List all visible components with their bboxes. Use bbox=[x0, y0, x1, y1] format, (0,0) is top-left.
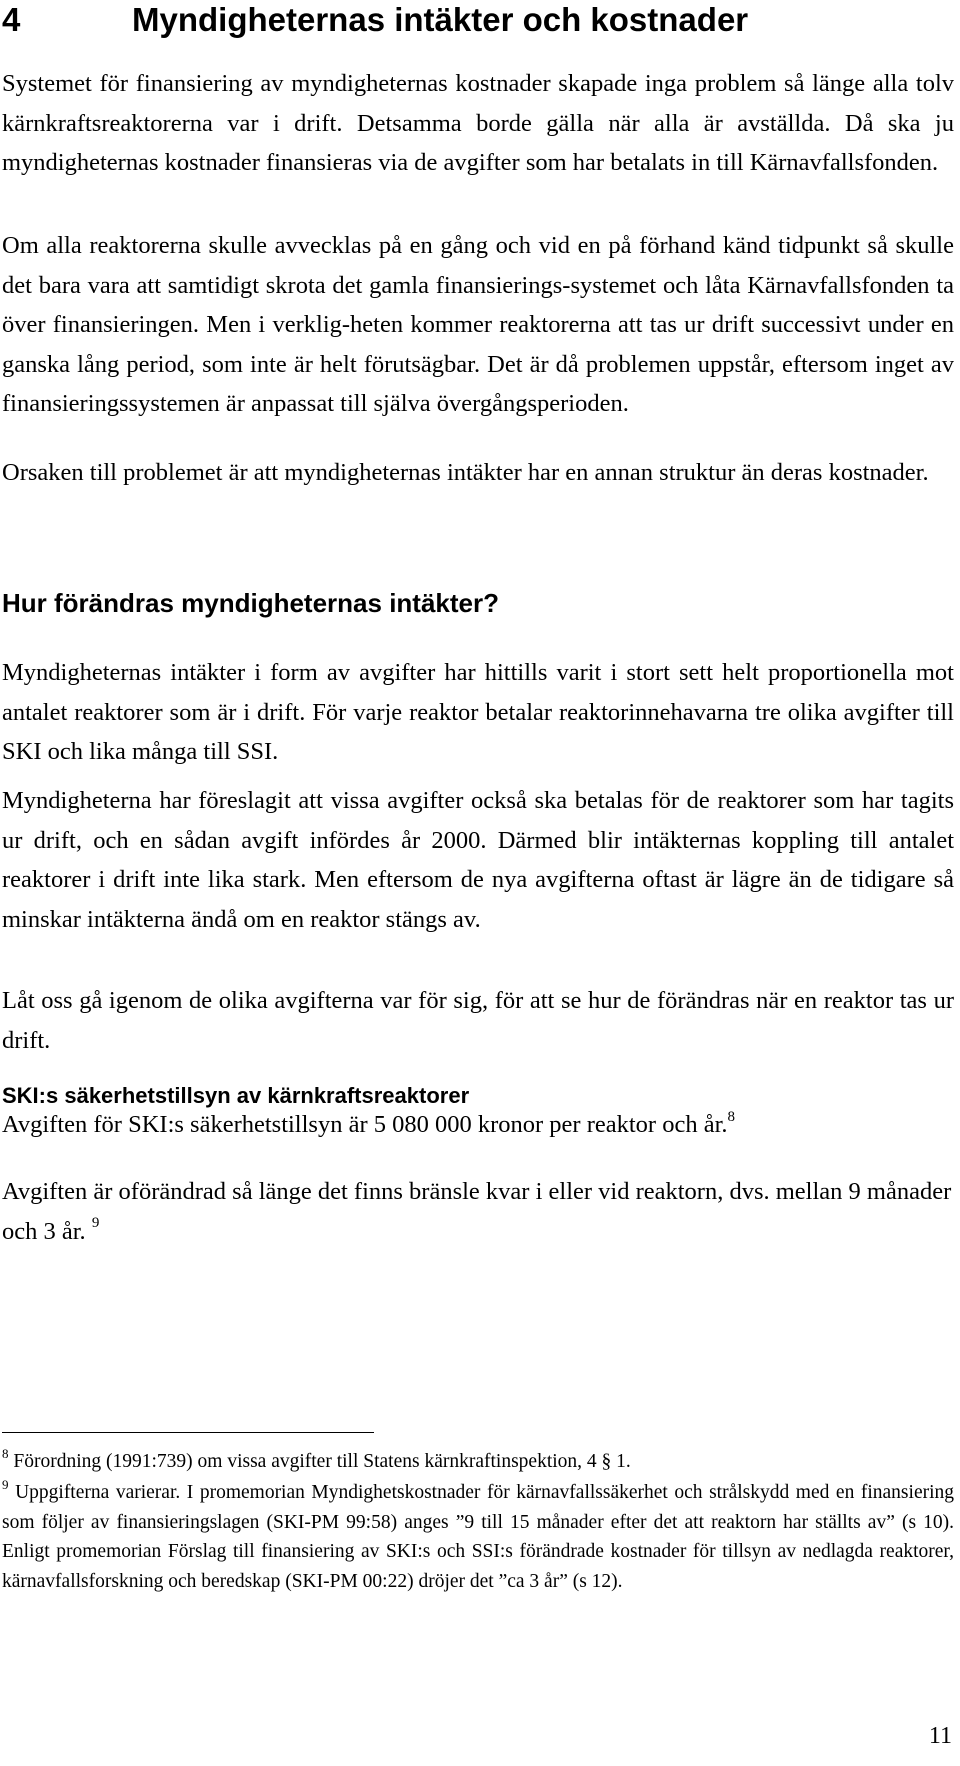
footnote-9-text: Uppgifterna varierar. I promemorian Myndighetskostnader för kärnavfallssäkerhet och strålskydd med en finansiering som följer av finansieringslagen (SKI-PM 99:58) anges ”9 till 15 månader efter det att reaktorn har ställts av” (s 10). Enligt promemorian Förslag till finansiering av SKI:s och SSI:s förändrade kostnader för tillsyn av nedlagda reaktorer, kärnavfallsforskning och beredskap (SKI-PM 00:22) dröjer det ”ca 3 år” (s 12). bbox=[2, 1482, 955, 1592]
paragraph-1: Systemet för finansiering av myndigheternas kostnader skapade inga problem så länge alla tolv kärnkraftsreaktorerna var i drift. Detsamma borde gälla när alla är avställda. Då ska ju myndigheternas kostnader finansieras via de avgifter som har betalats in till Kärnavfallsfonden. bbox=[2, 70, 954, 176]
paragraph-2: Om alla reaktorerna skulle avvecklas på en gång och vid en på förhand känd tidpunkt så skulle det bara vara att samtidigt skrota det gamla finansierings-systemet och låta Kärnavfallsfonden ta över finansieringen. Men i verklig-heten kommer reaktorerna att tas ur drift successivt under en ganska lång period, som inte är helt förutsägbar. Det är då problemen uppstår, eftersom inget av finansieringssystemen är anpassat till själva övergångsperioden. bbox=[2, 232, 954, 417]
footnote-9 bbox=[2, 1478, 954, 1596]
paragraph-8 bbox=[2, 1172, 954, 1251]
page-number: 11 bbox=[928, 1723, 952, 1749]
footnote-8-text: Förordning (1991:739) om vissa avgifter till Statens kärnkraftinspektion, 4 § 1. bbox=[13, 1451, 631, 1472]
footnote-ref-8[interactable]: 8 bbox=[727, 1108, 736, 1125]
paragraph-7-text: Avgiften för SKI:s säkerhetstillsyn är 5 080 000 kronor per reaktor och år. bbox=[2, 1111, 728, 1138]
footnote-mark-8: 8 bbox=[2, 1445, 9, 1461]
footnote-separator bbox=[2, 1432, 374, 1433]
paragraph-6: Låt oss gå igenom de olika avgifterna var för sig, för att se hur de förändras när en reaktor tas ur drift. bbox=[2, 987, 954, 1054]
footnote-8 bbox=[2, 1447, 954, 1477]
paragraph-3: Orsaken till problemet är att myndigheternas intäkter har en annan struktur än deras kostnader. bbox=[2, 459, 929, 486]
paragraph-8-text: Avgiften är oförändrad så länge det finns bränsle kvar i eller vid reaktorn, dvs. mellan 9 månader och 3 år. bbox=[2, 1178, 952, 1245]
paragraph-5: Myndigheterna har föreslagit att vissa avgifter också ska betalas för de reaktorer som har tagits ur drift, och en sådan avgift infördes år 2000. Därmed blir intäkternas koppling till antalet reaktorer i drift inte lika stark. Men eftersom de nya avgifterna oftast är lägre än de tidigare så minskar intäkterna ändå om en reaktor stängs av. bbox=[2, 787, 954, 933]
section-heading: Hur förändras myndigheternas intäkter? bbox=[2, 588, 499, 618]
chapter-title-text: Myndigheternas intäkter och kostnader bbox=[132, 1, 749, 38]
chapter-title bbox=[2, 2, 748, 38]
footnote-mark-9: 9 bbox=[2, 1476, 9, 1492]
chapter-number: 4 bbox=[2, 1, 21, 38]
footnote-ref-9[interactable]: 9 bbox=[91, 1215, 100, 1232]
paragraph-7 bbox=[2, 1105, 954, 1145]
paragraph-4: Myndigheternas intäkter i form av avgifter har hittills varit i stort sett helt proportionella mot antalet reaktorer som är i drift. För varje reaktor betalar reaktorinnehavarna tre olika avgifter till SKI och lika många till SSI. bbox=[2, 659, 954, 765]
subsection-heading: SKI:s säkerhetstillsyn av kärnkraftsreaktorer bbox=[2, 1083, 470, 1108]
